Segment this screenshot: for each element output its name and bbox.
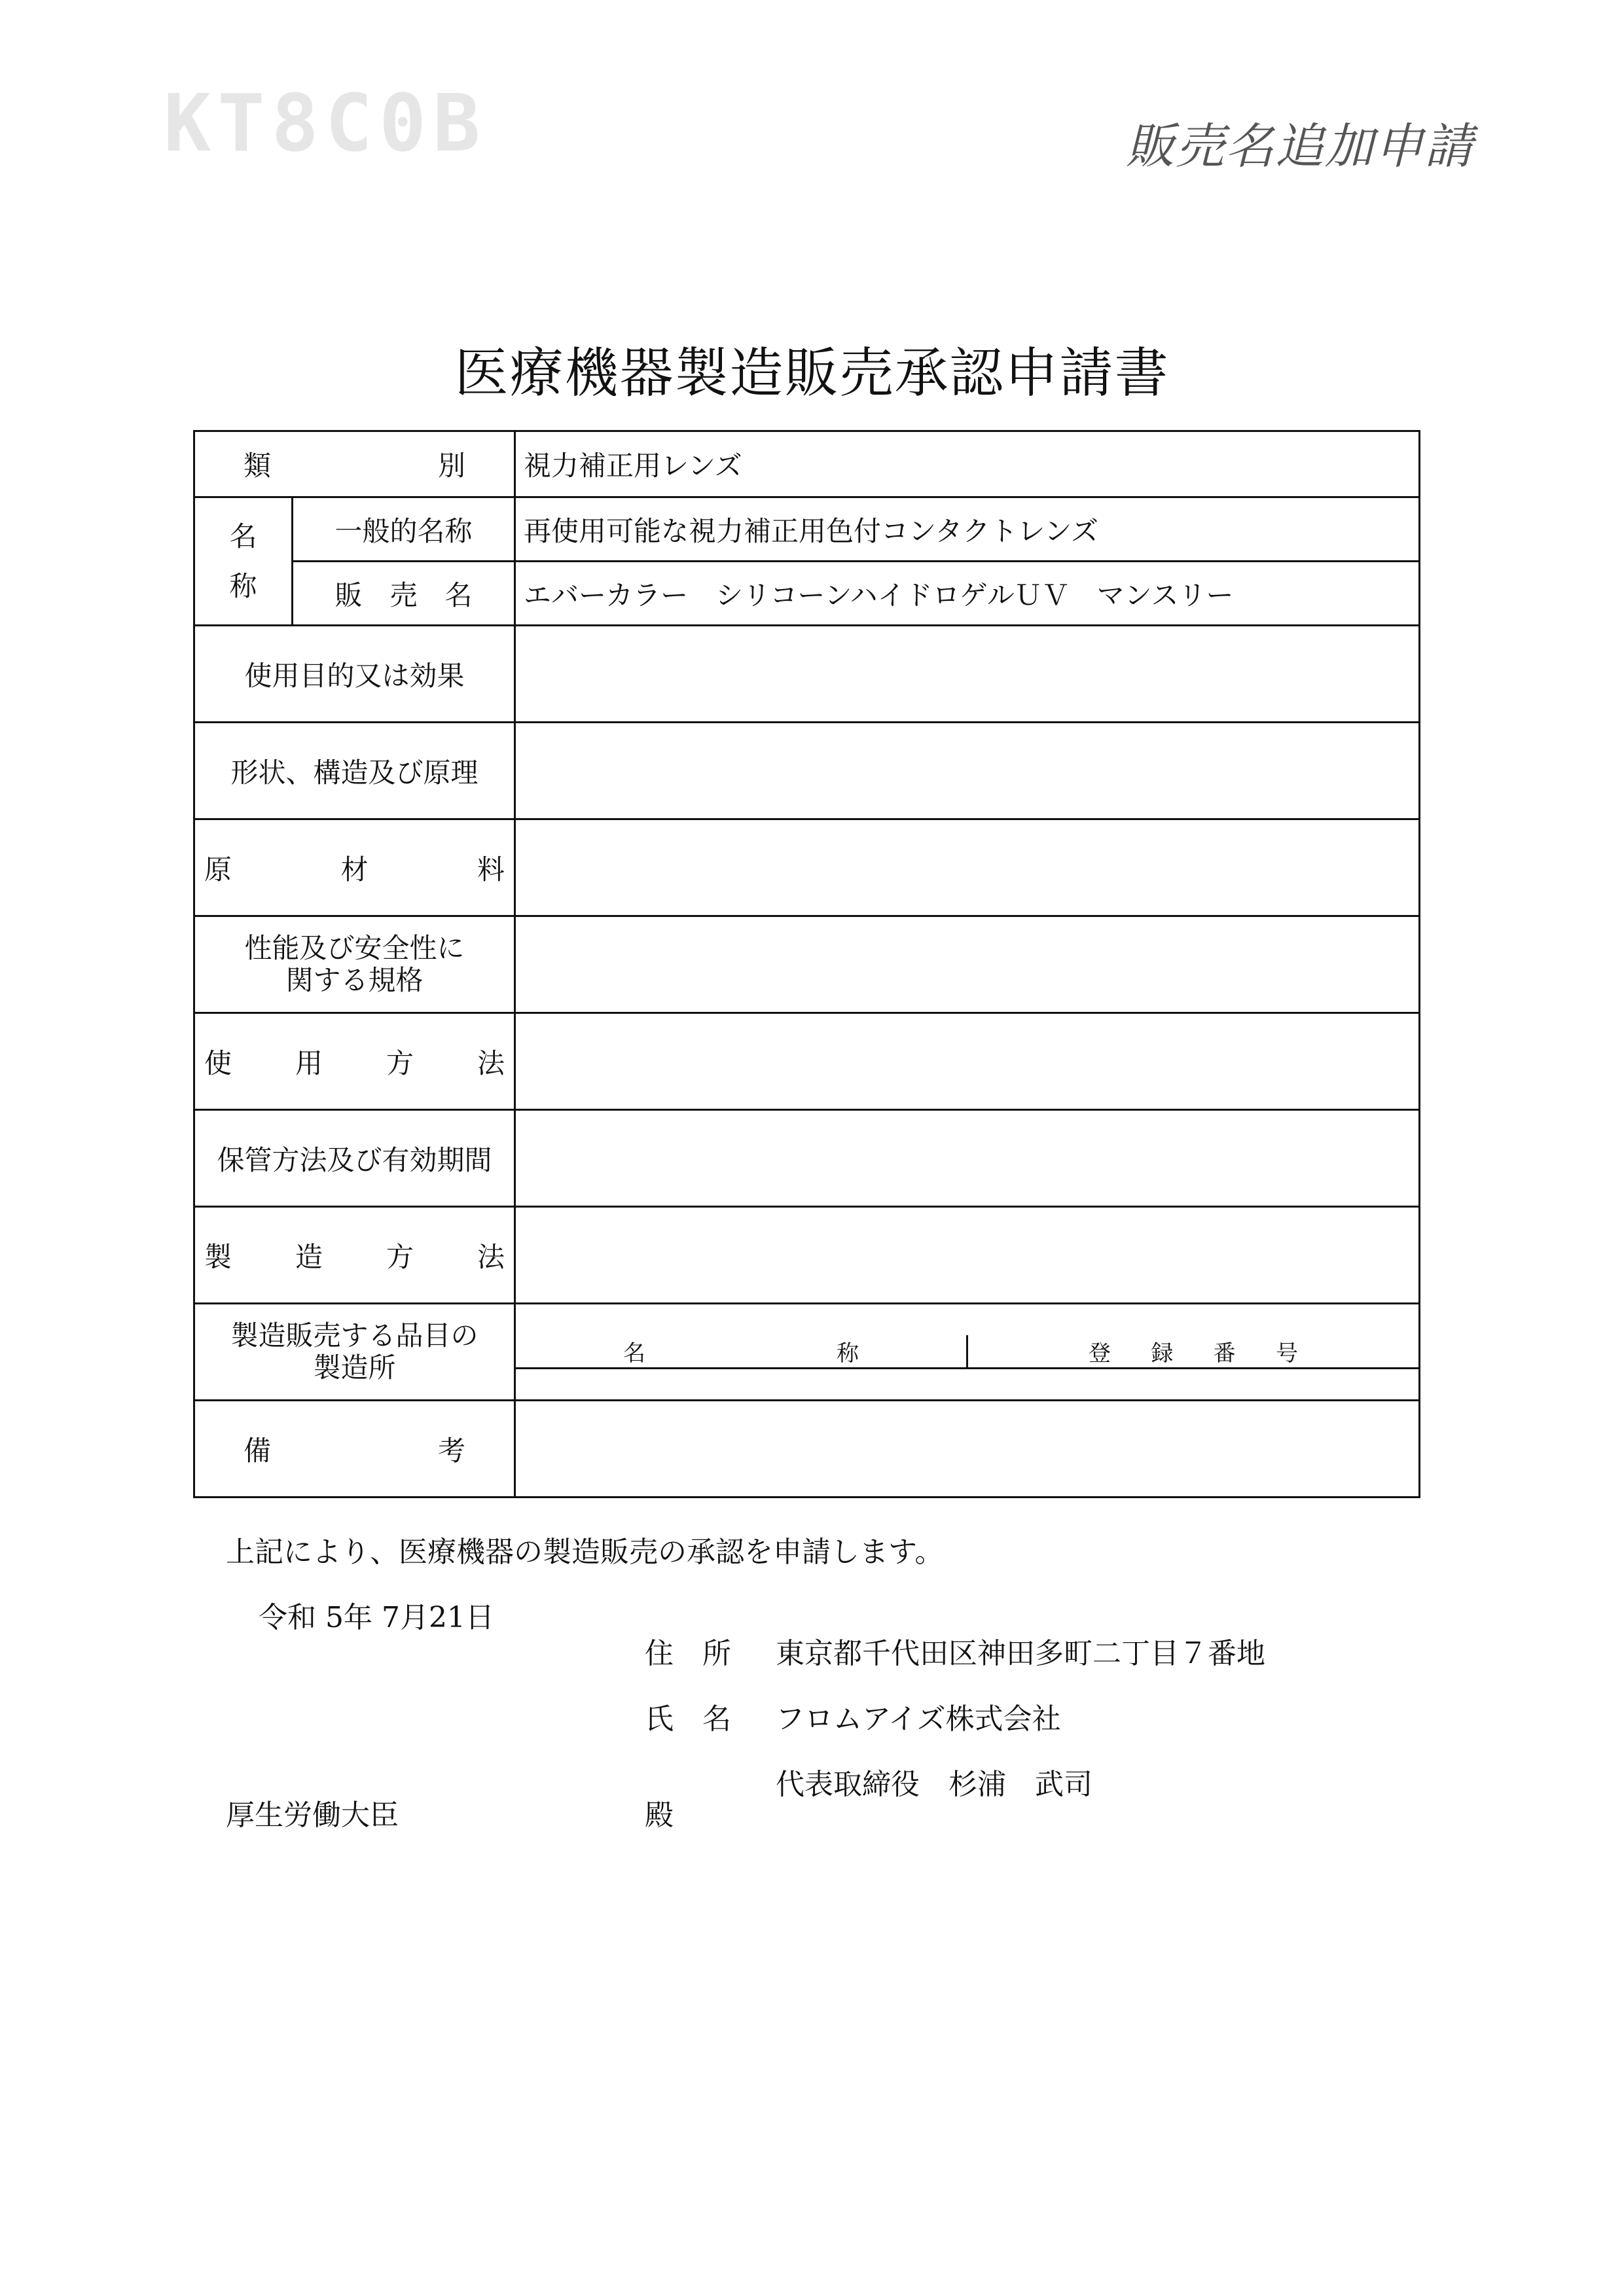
mfr-reg-header-char: 番 <box>1213 1340 1236 1367</box>
mfr-reg-header-char: 登 <box>1089 1340 1111 1367</box>
handwritten-note: 販売名追加申請 <box>1126 118 1474 175</box>
materials-label-text <box>204 848 505 888</box>
remarks-label-char: 備 <box>244 1434 272 1467</box>
remarks-label <box>194 1401 515 1498</box>
table-row <box>194 819 1420 916</box>
mfr-name-header-char: 名 <box>623 1340 645 1367</box>
category-label-char: 別 <box>437 450 465 482</box>
mfr-name-header-char: 称 <box>837 1340 859 1367</box>
usage-label-char: 方 <box>386 1047 414 1079</box>
table-row <box>194 1110 1420 1207</box>
shape-value <box>515 723 1420 819</box>
name-label-footer: 氏 名 <box>645 1702 731 1736</box>
manufacturer-label-line: 製造販売する品目の <box>230 1319 478 1352</box>
table-row <box>194 562 1420 626</box>
usage-value <box>515 1013 1420 1110</box>
manufacturing-label-char: 製 <box>204 1240 232 1273</box>
remarks-label-char: 考 <box>437 1434 465 1467</box>
usage-label-char: 法 <box>477 1047 505 1079</box>
mfr-name-header-text <box>525 1335 957 1367</box>
materials-value <box>515 819 1420 916</box>
table-row <box>194 431 1420 497</box>
category-value: 視力補正用レンズ <box>515 431 1420 497</box>
manufacturer-subtable <box>516 1335 1418 1369</box>
sales-name-label: 販 売 名 <box>293 562 515 626</box>
addressee: 厚生労働大臣 <box>226 1799 399 1832</box>
mfr-reg-header-text <box>977 1335 1409 1367</box>
address-label: 住 所 <box>645 1637 731 1670</box>
name-label <box>194 497 293 626</box>
sales-name-value: エバーカラー シリコーンハイドロゲルＵＶ マンスリー <box>515 562 1420 626</box>
category-label <box>194 431 515 497</box>
table-row <box>194 626 1420 723</box>
name-label-text: 名 称 <box>229 520 257 602</box>
mfr-name-header <box>516 1335 967 1369</box>
mfr-name-value <box>516 1368 967 1369</box>
application-date: 令和 5年 7月21日 <box>259 1601 494 1634</box>
address-value: 東京都千代田区神田多町二丁目７番地 <box>776 1637 1265 1670</box>
table-row <box>194 497 1420 562</box>
table-row <box>194 1401 1420 1498</box>
application-form-table <box>193 430 1420 1498</box>
usage-label <box>194 1013 515 1110</box>
table-row <box>194 1013 1420 1110</box>
materials-label-char: 原 <box>204 853 232 886</box>
manufacturing-label-char: 造 <box>295 1240 323 1273</box>
table-row <box>194 1304 1420 1401</box>
mfr-reg-header-char: 号 <box>1275 1340 1298 1367</box>
performance-value <box>515 916 1420 1013</box>
page-title: 医療機器製造販売承認申請書 <box>454 342 1170 404</box>
purpose-label: 使用目的又は効果 <box>194 626 515 723</box>
manufacturer-label <box>194 1304 515 1401</box>
mfr-reg-header <box>967 1335 1419 1369</box>
manufacturing-label-char: 方 <box>386 1240 414 1273</box>
mfr-reg-value <box>967 1368 1419 1369</box>
purpose-value <box>515 626 1420 723</box>
manufacturing-value <box>515 1207 1420 1304</box>
manufacturer-value <box>515 1304 1420 1401</box>
application-statement: 上記により、医療機器の製造販売の承認を申請します。 <box>226 1535 944 1569</box>
general-name-value: 再使用可能な視力補正用色付コンタクトレンズ <box>515 497 1420 562</box>
table-row <box>194 1207 1420 1304</box>
table-row <box>194 723 1420 819</box>
performance-label-line: 関する規格 <box>285 963 424 996</box>
materials-label-char: 材 <box>340 853 369 886</box>
mfr-reg-header-char: 録 <box>1151 1340 1174 1367</box>
manufacturing-label-char: 法 <box>477 1240 505 1273</box>
manufacturing-label <box>194 1207 515 1304</box>
performance-label-line: 性能及び安全性に <box>244 932 465 965</box>
general-name-label: 一般的名称 <box>293 497 515 562</box>
table-row <box>194 916 1420 1013</box>
manufacturer-label-line: 製造所 <box>313 1351 396 1384</box>
manufacturing-label-text <box>204 1236 505 1275</box>
usage-label-text <box>204 1042 505 1081</box>
company-name: フロムアイズ株式会社 <box>776 1702 1061 1736</box>
usage-label-char: 使 <box>204 1047 232 1079</box>
materials-label-char: 料 <box>477 853 505 886</box>
document-id-stamp: KT8C0B <box>164 79 487 170</box>
honorific: 殿 <box>645 1799 674 1832</box>
materials-label <box>194 819 515 916</box>
category-label-char: 類 <box>244 450 272 482</box>
representative-name: 代表取締役 杉浦 武司 <box>776 1768 1092 1801</box>
storage-label: 保管方法及び有効期間 <box>194 1110 515 1207</box>
usage-label-char: 用 <box>295 1047 323 1079</box>
shape-label: 形状、構造及び原理 <box>194 723 515 819</box>
storage-value <box>515 1110 1420 1207</box>
category-label-text <box>204 444 505 484</box>
remarks-label-text <box>204 1429 505 1469</box>
remarks-value <box>515 1401 1420 1498</box>
performance-label <box>194 916 515 1013</box>
